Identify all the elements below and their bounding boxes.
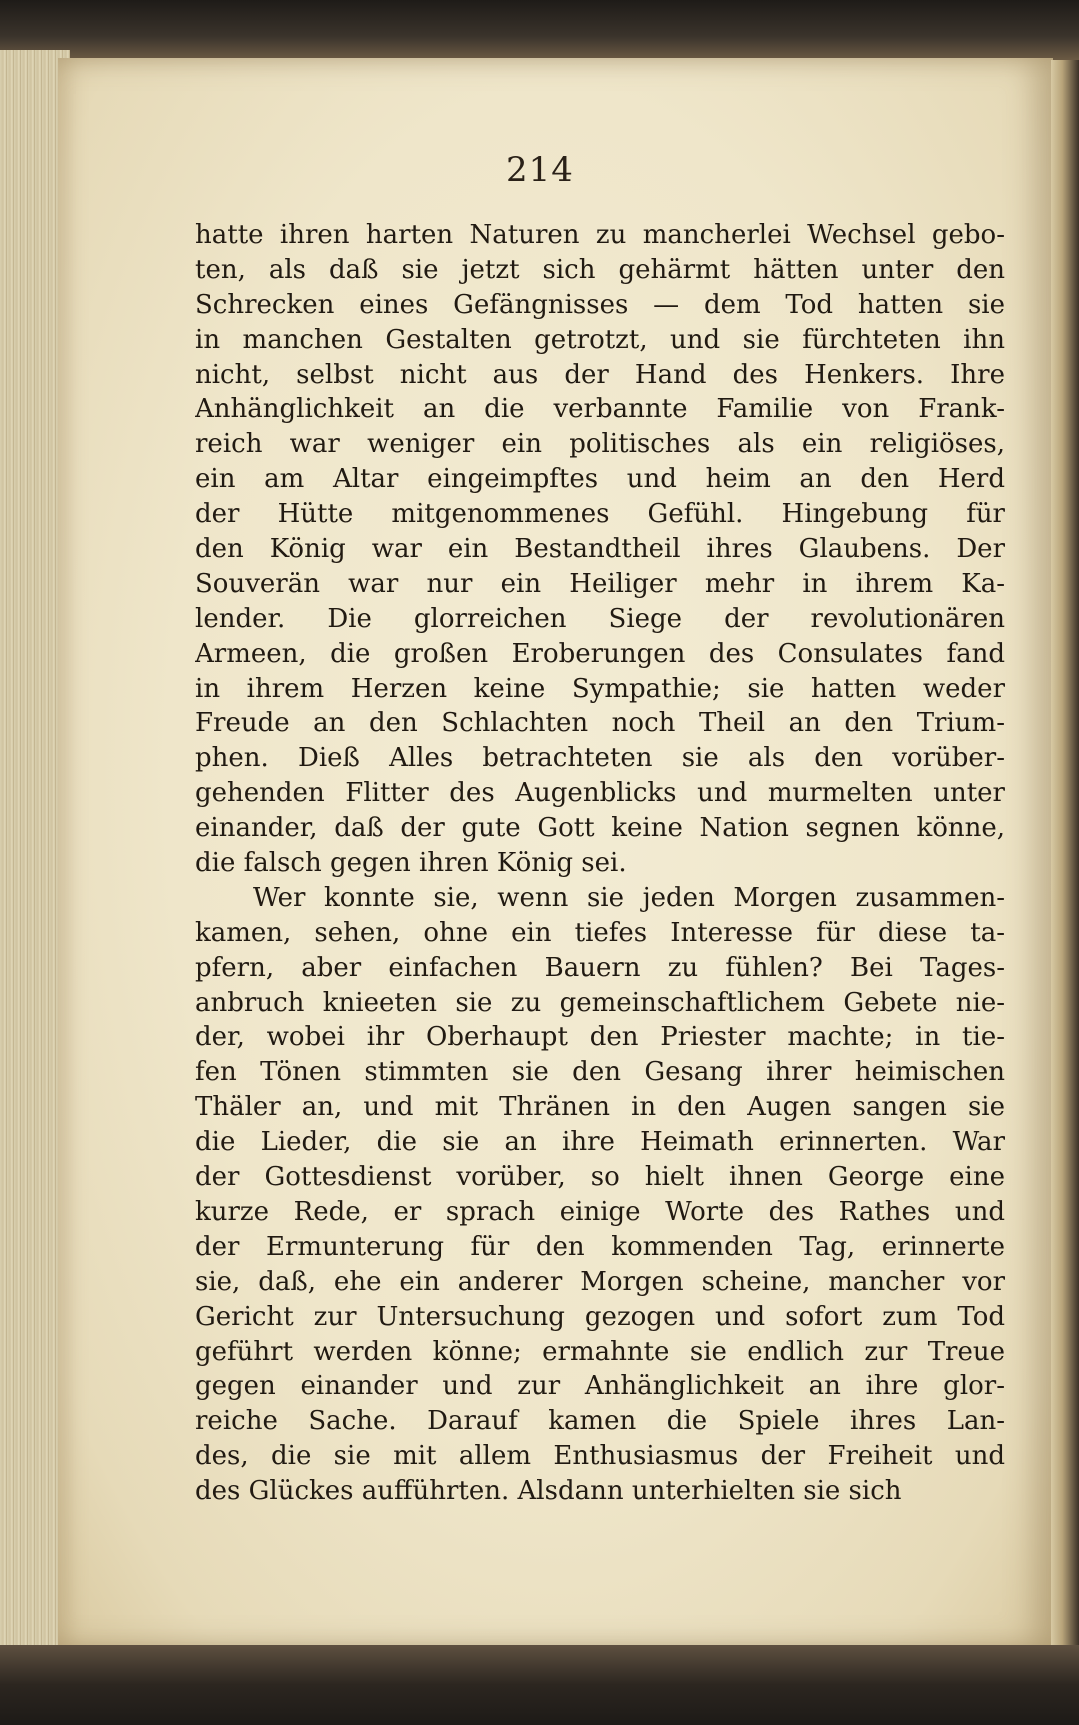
text-line: fen Tönen stimmten sie den Gesang ihrer heimischen [195, 1057, 1005, 1088]
text-line: die Lieder, die sie an ihre Heimath erinnerten. War [195, 1127, 1005, 1158]
text-line: des, die sie mit allem Enthusiasmus der Freiheit und [195, 1441, 1005, 1472]
text-line: hatte ihren harten Naturen zu mancherlei Wechsel gebo- [195, 220, 1005, 250]
text-line: der Hütte mitgenommenes Gefühl. Hingebung für [195, 499, 1005, 530]
text-line: den König war ein Bestandtheil ihres Glaubens. Der [195, 534, 1005, 565]
text-line: des Glückes aufführten. Alsdann unterhielten sie sich [195, 1476, 902, 1507]
text-line: sie, daß, ehe ein anderer Morgen scheine, mancher vor [195, 1266, 1005, 1297]
right-book-edge [1051, 60, 1079, 1670]
body-text [195, 218, 1005, 1509]
text-line: Souverän war nur ein Heiliger mehr in ihrem Ka- [195, 568, 1005, 599]
text-line: die falsch gegen ihren König sei. [195, 848, 627, 879]
text-line: pfern, aber einfachen Bauern zu fühlen? Bei Tages- [195, 952, 1005, 983]
text-line: reich war weniger ein politisches als ein religiöses, [195, 429, 1005, 460]
text-line: kamen, sehen, ohne ein tiefes Interesse für diese ta- [195, 917, 1005, 948]
text-line: reiche Sache. Darauf kamen die Spiele ihres Lan- [195, 1406, 1005, 1437]
page-number: 214 [506, 150, 574, 190]
text-line: Gericht zur Untersuchung gezogen und sofort zum Tod [195, 1301, 1005, 1332]
text-line: Armeen, die großen Eroberungen des Consulates fand [195, 638, 1005, 669]
text-line: lender. Die glorreichen Siege der revolutionären [195, 603, 1005, 634]
text-line: der, wobei ihr Oberhaupt den Priester machte; in tie- [195, 1022, 1005, 1053]
text-line: in manchen Gestalten getrotzt, und sie fürchteten ihn [195, 324, 1005, 355]
text-line: geführt werden könne; ermahnte sie endlich zur Treue [195, 1336, 1005, 1367]
top-book-edge [0, 0, 1079, 60]
text-line: kurze Rede, er sprach einige Worte des Rathes und [195, 1196, 1005, 1227]
text-line: nicht, selbst nicht aus der Hand des Henkers. Ihre [195, 359, 1005, 390]
text-line: der Ermunterung für den kommenden Tag, erinnerte [195, 1231, 1005, 1262]
text-line: ein am Altar eingeimpftes und heim an den Herd [195, 464, 1005, 495]
bottom-book-edge [0, 1645, 1079, 1725]
text-line: anbruch knieeten sie zu gemeinschaftlichem Gebete nie- [195, 987, 1005, 1018]
text-line: gehenden Flitter des Augenblicks und murmelten unter [195, 778, 1005, 809]
text-line: Schrecken eines Gefängnisses — dem Tod hatten sie [195, 289, 1005, 320]
text-line: Anhänglichkeit an die verbannte Familie von Frank- [195, 394, 1005, 425]
text-line: der Gottesdienst vorüber, so hielt ihnen George eine [195, 1162, 1005, 1193]
text-line: gegen einander und zur Anhänglichkeit an ihre glor- [195, 1371, 1005, 1402]
text-line: einander, daß der gute Gott keine Nation segnen könne, [195, 813, 1005, 844]
text-line: Wer konnte sie, wenn sie jeden Morgen zusammen- [253, 882, 1005, 913]
text-line: Freude an den Schlachten noch Theil an den Trium- [195, 708, 1005, 739]
text-line: phen. Dieß Alles betrachteten sie als den vorüber- [195, 743, 1005, 774]
text-line: in ihrem Herzen keine Sympathie; sie hatten weder [195, 673, 1005, 704]
text-line: ten, als daß sie jetzt sich gehärmt hätten unter den [195, 254, 1005, 285]
text-line: Thäler an, und mit Thränen in den Augen sangen sie [195, 1092, 1005, 1123]
